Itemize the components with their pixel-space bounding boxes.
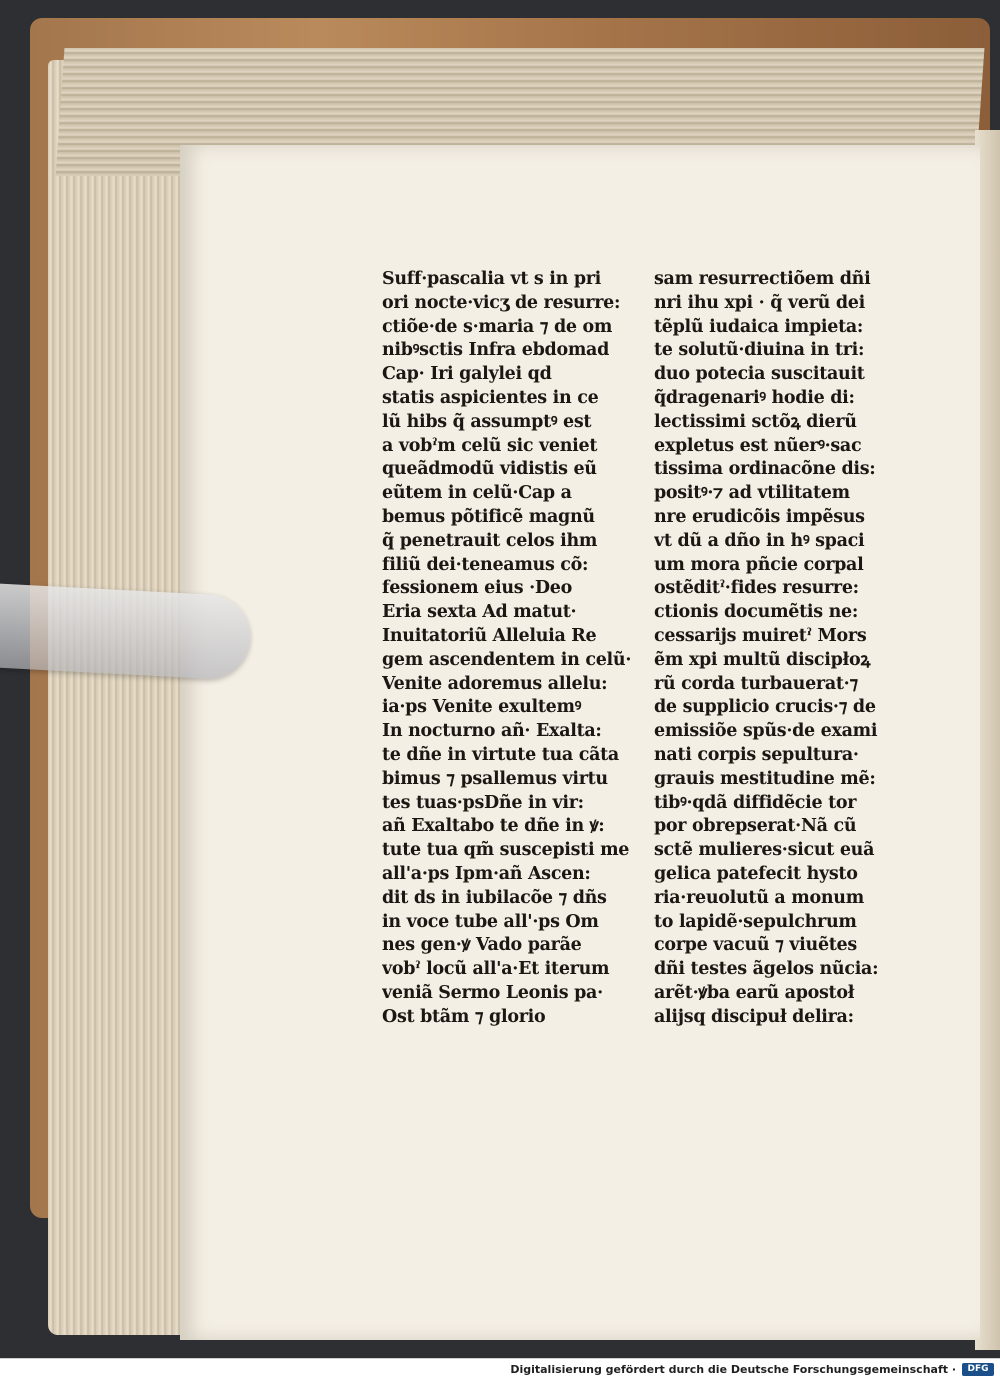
text-line: filiũ dei·teneamus cõ:	[382, 554, 589, 575]
text-line: positꝰ·⁊ ad vtilitatem	[654, 483, 850, 504]
text-line: emissiõe spũs·de exami	[654, 721, 878, 742]
footer-bar	[0, 1358, 1000, 1380]
text-line: all'a·ps Ipm·añ Ascen:	[382, 863, 591, 884]
text-line: bemus põtificẽ magnũ	[382, 506, 595, 527]
text-line: vt dũ a dño in hꝰ spaci	[654, 530, 865, 551]
text-line: queãdmodũ vidistis eũ	[382, 459, 597, 480]
right-text-column	[654, 268, 916, 1048]
text-line: lũ hibs q̃ assumptꝰ est	[382, 411, 592, 432]
page-holder-strip	[0, 583, 252, 680]
text-line: ctionis documẽtis ne:	[654, 602, 859, 623]
text-line: añ Exaltabo te dñe in ꝟ:	[382, 816, 605, 837]
text-line: sctẽ mulieres·sicut euã	[654, 840, 875, 861]
text-line: gelica patefecit hysto	[654, 863, 858, 884]
text-line: grauis mestitudine mẽ:	[654, 768, 876, 789]
text-line: a vobˀm celũ sic veniet	[382, 435, 598, 456]
text-line: to lapidẽ·sepulchrum	[654, 911, 857, 932]
text-line: In nocturno añ· Exalta:	[382, 721, 602, 742]
text-line: por obrepserat·Nã cũ	[654, 816, 857, 837]
page-fore-edge	[48, 60, 198, 1335]
text-line: de supplicio crucis·⁊ de	[654, 697, 876, 718]
text-line: Cap· Iri galylei qd	[382, 364, 552, 385]
text-line: lectissimi sctõꝝ dierũ	[654, 411, 857, 432]
text-line: fessionem eius ·Deo	[382, 578, 572, 599]
text-line: nes gen·ꝟ Vado parãe	[382, 935, 582, 956]
text-line: vobˀ locũ all'a·Et iterum	[382, 959, 610, 980]
text-line: duo potecia suscitauit	[654, 364, 865, 385]
text-line: nre erudicõis impẽsus	[654, 506, 865, 527]
text-line: corpe vacuũ ⁊ viuẽtes	[654, 935, 857, 956]
text-line: in voce tube all'·ps Om	[382, 911, 599, 932]
text-line: Suff·pascalia vt s in pri	[382, 269, 602, 289]
text-line: dit ds in iubilacõe ⁊ dñs	[382, 887, 607, 908]
text-line: ẽm xpi multũ discipłoꝝ	[654, 649, 871, 670]
text-line: bimus ⁊ psallemus virtu	[382, 768, 608, 789]
text-line: tissima ordinacõne dis:	[654, 459, 876, 480]
text-line: ia·ps Venite exultemꝰ	[382, 697, 582, 718]
footer-credit: Digitalisierung gefördert durch die Deutsche Forschungsgemeinschaft ·	[510, 1363, 956, 1376]
text-line: statis aspicientes in ce	[382, 387, 599, 408]
text-line: veniã Sermo Leonis pa·	[382, 982, 603, 1003]
text-line: ctiõe·de s·maria ⁊ de om	[382, 316, 613, 337]
dfg-logo: DFG	[962, 1363, 994, 1376]
text-line: q̃ penetrauit celos ihm	[382, 530, 598, 551]
text-line: ori nocte·vicʒ de resurre:	[382, 292, 621, 313]
text-line: te dñe in virtute tua cãta	[382, 744, 619, 765]
text-line: tibꝰ·qdã diffidẽcie tor	[654, 792, 857, 813]
left-text-column	[382, 268, 644, 1048]
text-line: cessarijs muiretˀ Mors	[654, 625, 867, 646]
text-line: Ost btãm ⁊ glorio	[382, 1006, 546, 1027]
text-line: ostẽditˀ·fides resurre:	[654, 578, 859, 599]
text-line: gem ascendentem in celũ·	[382, 649, 632, 670]
text-line: um mora pñcie corpal	[654, 554, 864, 575]
text-line: tute tua qm̃ suscepisti me	[382, 840, 630, 861]
text-line: dñi testes ãgelos nũcia:	[654, 959, 879, 980]
text-line: ria·reuolutũ a monum	[654, 887, 864, 908]
text-line: Eria sexta Ad matut·	[382, 602, 577, 623]
text-line: nati corpis sepultura·	[654, 744, 859, 765]
text-line: tes tuas·psDñe in vir:	[382, 792, 584, 813]
text-line: te solutũ·diuina in tri:	[654, 340, 865, 361]
text-line: tẽplũ iudaica impieta:	[654, 316, 864, 337]
text-line: sam resurrectiõem dñi	[654, 269, 871, 289]
text-line: nri ihu xpi · q̃ verũ dei	[654, 292, 865, 313]
text-line: Inuitatoriũ Alleluia Re	[382, 625, 597, 646]
text-line: q̃dragenariꝰ hodie di:	[654, 387, 855, 408]
text-line: eũtem in celũ·Cap a	[382, 483, 572, 504]
text-line: arẽt·ꝟba earũ apostoł	[654, 982, 855, 1003]
text-line: expletus est nũerꝰ·sac	[654, 435, 862, 456]
text-line: alijsq discipuł delira:	[654, 1006, 854, 1027]
text-line: nibꝰsctis Infra ebdomad	[382, 340, 610, 361]
text-line: Venite adoremus allelu:	[382, 673, 608, 694]
text-line: rũ corda turbauerat·⁊	[654, 673, 858, 694]
